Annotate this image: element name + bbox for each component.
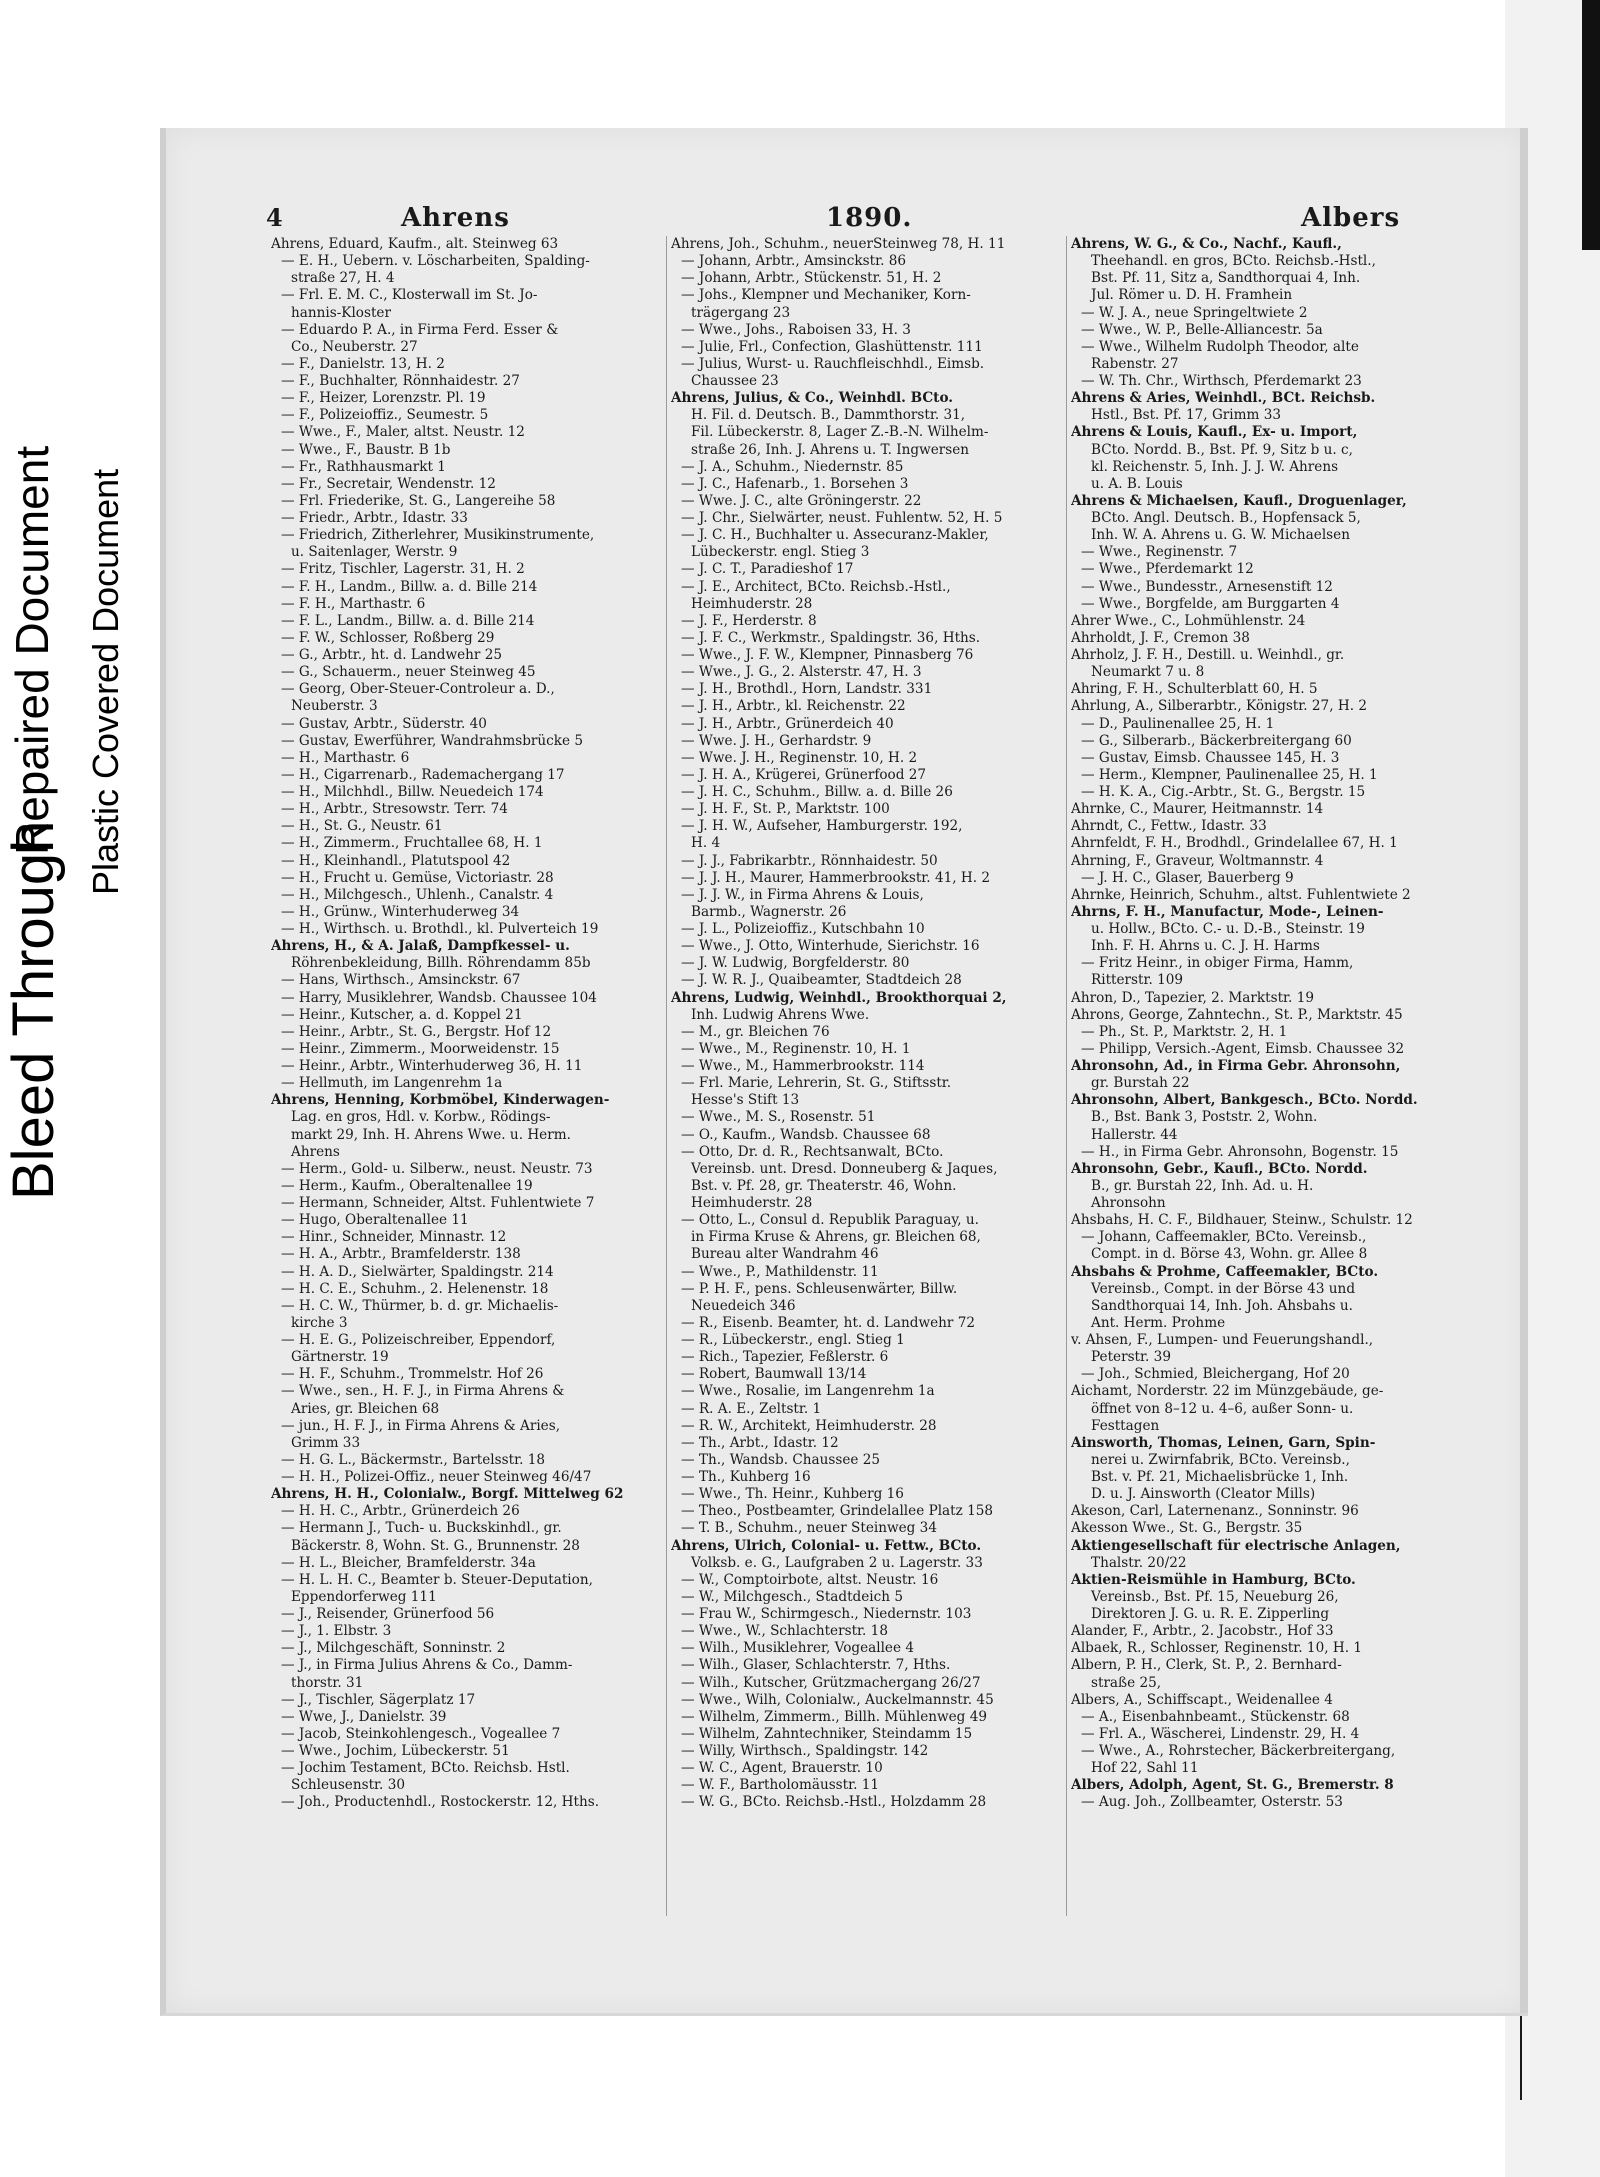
directory-entry-line: — Wwe., sen., H. F. J., in Firma Ahrens &	[281, 1383, 565, 1400]
directory-entry-line: Neuedeich 346	[691, 1297, 796, 1314]
directory-entry-line: öffnet von 8–12 u. 4–6, außer Sonn- u.	[1091, 1400, 1354, 1417]
directory-entry-line: — Jochim Testament, BCto. Reichsb. Hstl.	[281, 1760, 570, 1777]
directory-entry-line: Ahrer Wwe., C., Lohmühlenstr. 24	[1071, 612, 1306, 629]
directory-entry-line: — Heinr., Kutscher, a. d. Koppel 21	[281, 1006, 523, 1023]
directory-entry-line: Ahrens & Louis, Kaufl., Ex- u. Import,	[1071, 424, 1358, 441]
directory-entry-line: Neuberstr. 3	[291, 698, 378, 715]
page-number: 4	[266, 203, 283, 232]
directory-entry-line: — P. H. F., pens. Schleusenwärter, Billw.	[681, 1280, 958, 1297]
directory-entry-line: — T. B., Schuhm., neuer Steinweg 34	[681, 1520, 937, 1537]
directory-entry-line: — H., Milchhdl., Billw. Neuedeich 174	[281, 784, 544, 800]
directory-entry-line: Gärtnerstr. 19	[291, 1349, 389, 1366]
directory-entry-line: Ahrens, Ulrich, Colonial- u. Fettw., BCto.	[671, 1537, 982, 1554]
directory-entry-line: Ahrens, Julius, & Co., Weinhdl. BCto.	[671, 390, 954, 407]
directory-entry-line: Inh. F. H. Ahrns u. C. J. H. Harms	[1091, 938, 1320, 955]
directory-entry-line: — Wwe., M., Hammerbrookstr. 114	[681, 1058, 925, 1074]
directory-entry-line: — Wwe. J. H., Gerhardstr. 9	[681, 732, 872, 749]
directory-entry-line: trägergang 23	[691, 304, 791, 321]
directory-entry-line: — Wwe., M. S., Rosenstr. 51	[681, 1109, 876, 1126]
directory-entry-line: — H., Grünw., Winterhuderweg 34	[281, 903, 520, 920]
directory-entry-line: Ahronsohn, Albert, Bankgesch., BCto. Nordd.	[1071, 1092, 1418, 1109]
directory-entry-line: — H., Kleinhandl., Platutspool 42	[281, 852, 511, 869]
directory-entry-line: — W. Th. Chr., Wirthsch, Pferdemarkt 23	[1081, 373, 1362, 389]
directory-entry-line: Ahring, F. H., Schulterblatt 60, H. 5	[1071, 681, 1318, 698]
directory-entry-line: — Frl. E. M. C., Klosterwall im St. Jo-	[281, 287, 538, 304]
directory-entry-line: Ahrholdt, J. F., Cremon 38	[1071, 629, 1250, 646]
directory-entry-line: Ahrnke, Heinrich, Schuhm., altst. Fuhlentwiete 2	[1071, 886, 1411, 903]
directory-entry-line: — W., Comptoirbote, altst. Neustr. 16	[681, 1571, 939, 1588]
directory-entry-line: thorstr. 31	[291, 1674, 364, 1691]
directory-entry-line: Eppendorferweg 111	[291, 1588, 437, 1605]
directory-entry-line: — Frau W., Schirmgesch., Niedernstr. 103	[681, 1606, 972, 1622]
directory-entry-line: — Wwe., P., Mathildenstr. 11	[681, 1263, 879, 1280]
directory-entry-line: — J. H. A., Krügerei, Grünerfood 27	[681, 766, 927, 783]
binding-shadow	[1582, 0, 1600, 250]
directory-entry-line: — Herm., Klempner, Paulinenallee 25, H. 1	[1081, 766, 1378, 783]
directory-entry-line: Chaussee 23	[691, 373, 779, 389]
right-keyword: Albers	[1301, 203, 1401, 233]
plastic-covered-label: Plastic Covered Document	[85, 468, 126, 895]
directory-entry-line: Ahronsohn, Gebr., Kaufl., BCto. Nordd.	[1071, 1160, 1368, 1177]
directory-entry-line: — Eduardo P. A., in Firma Ferd. Esser &	[281, 321, 559, 338]
directory-entry-line: — Heinr., Zimmerm., Moorweidenstr. 15	[281, 1040, 560, 1057]
directory-entry-line: — Wwe., J. Otto, Winterhude, Sierichstr. 16	[681, 938, 980, 955]
directory-entry-line: — Fr., Secretair, Wendenstr. 12	[281, 475, 496, 492]
directory-entry-line: Bureau alter Wandrahm 46	[691, 1246, 879, 1263]
directory-entry-line: Compt. in d. Börse 43, Wohn. gr. Allee 8	[1091, 1246, 1368, 1263]
directory-entry-line: — Georg, Ober-Steuer-Controleur a. D.,	[281, 681, 555, 698]
directory-entry-line: Ahronsohn, Ad., in Firma Gebr. Ahronsohn,	[1071, 1058, 1401, 1074]
directory-entry-line: Bst. v. Pf. 21, Michaelisbrücke 1, Inh.	[1091, 1469, 1349, 1485]
directory-entry-line: — Philipp, Versich.-Agent, Eimsb. Chaussee 32	[1081, 1040, 1405, 1057]
directory-entry-line: — Th., Kuhberg 16	[681, 1469, 811, 1485]
directory-entry-line: Thalstr. 20/22	[1091, 1554, 1187, 1571]
directory-entry-line: straße 26, Inh. J. Ahrens u. T. Ingwersen	[691, 441, 970, 458]
directory-entry-line: — Gustav, Ewerführer, Wandrahmsbrücke 5	[281, 732, 584, 749]
directory-entry-line: Rabenstr. 27	[1091, 355, 1179, 372]
directory-entry-line: — Wwe., Th. Heinr., Kuhberg 16	[681, 1486, 904, 1503]
directory-entry-line: — Theo., Postbeamter, Grindelallee Platz 158	[681, 1503, 994, 1520]
directory-entry-line: Bäckerstr. 8, Wohn. St. G., Brunnenstr. 28	[291, 1537, 580, 1554]
directory-entry-line: Ahrens, H., & A. Jalaß, Dampfkessel- u.	[271, 938, 570, 955]
page-header	[266, 203, 1446, 239]
directory-entry-line: — F. H., Landm., Billw. a. d. Bille 214	[281, 578, 538, 595]
directory-entry-line: Aktien-Reismühle in Hamburg, BCto.	[1071, 1571, 1356, 1588]
directory-entry-line: — W. J. A., neue Springeltwiete 2	[1081, 304, 1308, 321]
directory-entry-line: — H. A. D., Sielwärter, Spaldingstr. 214	[281, 1263, 554, 1280]
directory-entry-line: Aktiengesellschaft für electrische Anlagen,	[1071, 1537, 1401, 1554]
directory-entry-line: — H. A., Arbtr., Bramfelderstr. 138	[281, 1246, 521, 1263]
directory-entry-line: — Wilhelm, Zimmerm., Billh. Mühlenweg 49	[681, 1708, 987, 1725]
directory-entry-line: — Wwe., M., Reginenstr. 10, H. 1	[681, 1040, 911, 1057]
directory-entry-line: — Wwe., F., Baustr. B 1b	[281, 441, 451, 458]
directory-entry-line: Ritterstr. 109	[1091, 972, 1184, 989]
directory-entry-line: — Wwe., Wilh, Colonialw., Auckelmannstr. 45	[681, 1691, 994, 1708]
directory-entry-line: — F. H., Marthastr. 6	[281, 595, 426, 612]
directory-entry-line: Ahrning, F., Graveur, Woltmannstr. 4	[1071, 852, 1324, 869]
directory-entry-line: — W. C., Agent, Brauerstr. 10	[681, 1760, 883, 1777]
directory-entry-line: Albern, P. H., Clerk, St. P., 2. Bernhard-	[1071, 1657, 1342, 1674]
directory-entry-line: — J., Tischler, Sägerplatz 17	[281, 1691, 476, 1708]
directory-entry-line: Festtagen	[1091, 1417, 1160, 1434]
directory-entry-line: — H., in Firma Gebr. Ahronsohn, Bogenstr. 15	[1081, 1143, 1399, 1160]
directory-entry-line: — J. H., Arbtr., Grünerdeich 40	[681, 715, 894, 732]
directory-entry-line: Heimhuderstr. 28	[691, 595, 813, 612]
directory-entry-line: Ahrens, Ludwig, Weinhdl., Brookthorquai 2,	[671, 989, 1007, 1006]
directory-entry-line: Grimm 33	[291, 1434, 361, 1451]
directory-entry-line: Ahrens	[291, 1143, 340, 1160]
directory-entry-line: — Otto, Dr. d. R., Rechtsanwalt, BCto.	[681, 1143, 944, 1160]
directory-entry-line: — Hugo, Oberaltenallee 11	[281, 1212, 469, 1229]
directory-entry-line: — J., Milchgeschäft, Sonninstr. 2	[281, 1640, 506, 1657]
directory-entry-line: — G., Silberarb., Bäckerbreitergang 60	[1081, 732, 1352, 749]
directory-entry-line: Ahrens, Joh., Schuhm., neuerSteinweg 78, H. 11	[671, 236, 1006, 252]
directory-entry-line: — H., Zimmerm., Fruchtallee 68, H. 1	[281, 835, 543, 852]
directory-entry-line: Ahrndt, C., Fettw., Idastr. 33	[1071, 818, 1267, 835]
directory-entry-line: hannis-Kloster	[291, 304, 391, 321]
directory-entry-line: — Hermann J., Tuch- u. Buckskinhdl., gr.	[281, 1520, 562, 1537]
directory-entry-line: straße 27, H. 4	[291, 270, 395, 287]
directory-entry-line: Ahrnfeldt, F. H., Brodhdl., Grindelallee 67, H. 1	[1071, 835, 1398, 852]
directory-entry-line: D. u. J. Ainsworth (Cleator Mills)	[1091, 1486, 1316, 1503]
directory-entry-line: — H., Frucht u. Gemüse, Victoriastr. 28	[281, 869, 554, 886]
directory-entry-line: Aries, gr. Bleichen 68	[291, 1400, 440, 1417]
column-divider	[1066, 236, 1067, 1916]
directory-entry-line: — Wwe. J. C., alte Gröningerstr. 22	[681, 492, 922, 509]
directory-entry-line: Peterstr. 39	[1091, 1349, 1171, 1366]
directory-entry-line: — Wwe., J. G., 2. Alsterstr. 47, H. 3	[681, 664, 922, 681]
directory-entry-line: Ainsworth, Thomas, Leinen, Garn, Spin-	[1071, 1434, 1376, 1451]
directory-entry-line: — Johann, Caffeemakler, BCto. Vereinsb.,	[1081, 1229, 1367, 1246]
directory-entry-line: Ant. Herm. Prohme	[1091, 1314, 1226, 1331]
directory-entry-line: — H., Wirthsch. u. Brothdl., kl. Pulverteich 19	[281, 921, 599, 937]
directory-entry-line: — F., Danielstr. 13, H. 2	[281, 355, 445, 372]
directory-entry-line: — E. H., Uebern. v. Löscharbeiten, Spalding-	[281, 253, 590, 270]
directory-entry-line: Bst. Pf. 11, Sitz a, Sandthorquai 4, Inh.	[1091, 270, 1361, 287]
directory-entry-line: — Wwe, J., Danielstr. 39	[281, 1708, 447, 1725]
directory-entry-line: Volksb. e. G., Laufgraben 2 u. Lagerstr. 33	[691, 1554, 983, 1571]
directory-entry-line: Hesse's Stift 13	[691, 1092, 800, 1109]
directory-entry-line: u. A. B. Louis	[1091, 475, 1183, 492]
directory-entry-line: Neumarkt 7 u. 8	[1091, 664, 1205, 681]
year-heading: 1890.	[826, 203, 913, 233]
directory-entry-line: — Th., Arbt., Idastr. 12	[681, 1434, 839, 1451]
directory-entry-line: Ahrholz, J. F. H., Destill. u. Weinhdl., gr.	[1071, 647, 1345, 663]
directory-entry-line: — Wwe., W., Schlachterstr. 18	[681, 1623, 888, 1640]
directory-entry-line: — J. A., Schuhm., Niedernstr. 85	[681, 458, 904, 475]
directory-entry-line: — Aug. Joh., Zollbeamter, Osterstr. 53	[1081, 1794, 1343, 1811]
directory-entry-line: — J. C., Hafenarb., 1. Borsehen 3	[681, 475, 909, 492]
directory-entry-line: Bst. v. Pf. 28, gr. Theaterstr. 46, Wohn.	[691, 1177, 957, 1194]
directory-entry-line: — Hinr., Schneider, Minnastr. 12	[281, 1229, 507, 1246]
directory-entry-line: — H., Cigarrenarb., Rademachergang 17	[281, 766, 565, 783]
directory-entry-line: Direktoren J. G. u. R. E. Zipperling	[1091, 1606, 1330, 1622]
directory-entry-line: Hof 22, Sahl 11	[1091, 1760, 1199, 1777]
directory-entry-line: — Hans, Wirthsch., Amsinckstr. 67	[281, 972, 521, 989]
directory-entry-line: — H. H., Polizei-Offiz., neuer Steinweg 46/47	[281, 1469, 592, 1485]
directory-entry-line: Ahrns, F. H., Manufactur, Mode-, Leinen-	[1071, 903, 1384, 920]
directory-entry-line: — J. W. Ludwig, Borgfelderstr. 80	[681, 955, 910, 972]
directory-column-3	[1071, 236, 1466, 2036]
directory-entry-line: — Heinr., Arbtr., St. G., Bergstr. Hof 12	[281, 1023, 552, 1040]
directory-entry-line: — Wwe., A., Rohrstecher, Bäckerbreitergang,	[1081, 1743, 1396, 1759]
directory-entry-line: Alander, F., Arbtr., 2. Jacobstr., Hof 33	[1071, 1623, 1334, 1640]
directory-entry-line: — W. F., Bartholomäusstr. 11	[681, 1777, 880, 1794]
directory-entry-line: — H., St. G., Neustr. 61	[281, 818, 443, 835]
directory-entry-line: v. Ahsen, F., Lumpen- und Feuerungshandl.,	[1071, 1332, 1374, 1348]
directory-entry-line: — Joh., Productenhdl., Rostockerstr. 12, Hths.	[281, 1794, 600, 1811]
directory-entry-line: — F. L., Landm., Billw. a. d. Bille 214	[281, 612, 535, 629]
directory-entry-line: — J. C. T., Paradieshof 17	[681, 561, 854, 578]
directory-entry-line: — Wilh., Glaser, Schlachterstr. 7, Hths.	[681, 1657, 951, 1674]
directory-entry-line: — Frl. Marie, Lehrerin, St. G., Stiftsstr.	[681, 1075, 952, 1092]
directory-entry-line: Ahronsohn	[1091, 1195, 1166, 1211]
directory-entry-line: — Frl. Friederike, St. G., Langereihe 58	[281, 492, 556, 509]
directory-entry-line: — H. L. H. C., Beamter b. Steuer-Deputation,	[281, 1571, 593, 1588]
directory-entry-line: Vereinsb., Compt. in der Börse 43 und	[1091, 1280, 1356, 1297]
directory-entry-line: gr. Burstah 22	[1091, 1075, 1190, 1092]
directory-entry-line: — Fritz Heinr., in obiger Firma, Hamm,	[1081, 955, 1354, 972]
page-right-edge	[1520, 128, 1528, 2013]
directory-entry-line: Co., Neuberstr. 27	[291, 338, 418, 355]
directory-entry-line: — A., Eisenbahnbeamt., Stückenstr. 68	[1081, 1708, 1350, 1725]
directory-entry-line: Fil. Lübeckerstr. 8, Lager Z.-B.-N. Wilhelm-	[691, 424, 989, 441]
directory-entry-line: markt 29, Inh. H. Ahrens Wwe. u. Herm.	[291, 1126, 571, 1143]
directory-entry-line: — Wwe., Wilhelm Rudolph Theodor, alte	[1081, 338, 1359, 355]
directory-entry-line: Jul. Römer u. D. H. Framhein	[1091, 287, 1293, 304]
directory-entry-line: Schleusenstr. 30	[291, 1777, 405, 1794]
repaired-document-label: Repaired Document	[6, 445, 58, 855]
directory-entry-line: — H. E. G., Polizeischreiber, Eppendorf,	[281, 1332, 556, 1348]
directory-entry-line: — J. F., Herderstr. 8	[681, 612, 817, 629]
directory-entry-line: — jun., H. F. J., in Firma Ahrens & Aries,	[281, 1417, 561, 1434]
side-labels	[0, 200, 150, 1200]
directory-entry-line: — D., Paulinenallee 25, H. 1	[1081, 715, 1275, 732]
directory-entry-line: — Johann, Arbtr., Amsinckstr. 86	[681, 253, 907, 270]
directory-entry-line: — Wwe., Reginenstr. 7	[1081, 544, 1238, 561]
directory-entry-line: kl. Reichenstr. 5, Inh. J. J. W. Ahrens	[1091, 458, 1339, 475]
directory-entry-line: H. 4	[691, 835, 721, 852]
directory-entry-line: Hallerstr. 44	[1091, 1126, 1178, 1143]
directory-entry-line: — F., Heizer, Lorenzstr. Pl. 19	[281, 390, 486, 407]
directory-entry-line: Albers, A., Schiffscapt., Weidenallee 4	[1071, 1691, 1333, 1708]
directory-entry-line: Ahron, D., Tapezier, 2. Marktstr. 19	[1071, 989, 1314, 1006]
directory-entry-line: — Th., Wandsb. Chaussee 25	[681, 1451, 881, 1468]
directory-entry-line: BCto. Angl. Deutsch. B., Hopfensack 5,	[1091, 510, 1361, 526]
directory-entry-line: — Johann, Arbtr., Stückenstr. 51, H. 2	[681, 270, 942, 287]
directory-entry-line: Ahrons, George, Zahntechn., St. P., Marktstr. 45	[1071, 1006, 1403, 1023]
directory-entry-line: — Wwe., F., Maler, altst. Neustr. 12	[281, 424, 525, 441]
directory-page	[160, 128, 1528, 2016]
directory-entry-line: — Wwe., Bundesstr., Arnesenstift 12	[1081, 578, 1333, 595]
directory-entry-line: u. Hollw., BCto. C.- u. D.-B., Steinstr. 19	[1091, 921, 1365, 937]
directory-entry-line: Ahrens, H. H., Colonialw., Borgf. Mittelweg 62	[271, 1486, 624, 1503]
directory-entry-line: — Wwe., W. P., Belle-Alliancestr. 5a	[1081, 321, 1323, 338]
directory-entry-line: — H., Arbtr., Stresowstr. Terr. 74	[281, 801, 508, 818]
directory-entry-line: Aichamt, Norderstr. 22 im Münzgebäude, ge-	[1071, 1383, 1384, 1400]
directory-column-1	[271, 236, 666, 2036]
directory-entry-line: Röhrenbekleidung, Billh. Röhrendamm 85b	[291, 955, 591, 972]
directory-entry-line: — H. H. C., Arbtr., Grünerdeich 26	[281, 1503, 520, 1520]
directory-entry-line: Heimhuderstr. 28	[691, 1195, 813, 1211]
directory-entry-line: — Friedr., Arbtr., Idastr. 33	[281, 510, 468, 526]
directory-entry-line: — Heinr., Arbtr., Winterhuderweg 36, H. 11	[281, 1058, 583, 1074]
directory-entry-line: — H. C. E., Schuhm., 2. Helenenstr. 18	[281, 1280, 549, 1297]
directory-entry-line: Akesson Wwe., St. G., Bergstr. 35	[1071, 1520, 1303, 1537]
directory-entry-line: — J. J., Fabrikarbtr., Rönnhaidestr. 50	[681, 852, 938, 869]
directory-entry-line: Akeson, Carl, Laternenanz., Sonninstr. 96	[1071, 1503, 1359, 1520]
directory-entry-line: Ahsbahs & Prohme, Caffeemakler, BCto.	[1071, 1263, 1379, 1280]
directory-entry-line: Barmb., Wagnerstr. 26	[691, 903, 847, 920]
directory-entry-line: Hstl., Bst. Pf. 17, Grimm 33	[1091, 407, 1282, 424]
directory-entry-line: — Wwe., Borgfelde, am Burggarten 4	[1081, 595, 1340, 612]
directory-entry-line: — Ph., St. P., Marktstr. 2, H. 1	[1081, 1023, 1288, 1040]
directory-entry-line: — J. H. C., Schuhm., Billw. a. d. Bille 26	[681, 784, 953, 800]
directory-entry-line: — J. H., Arbtr., kl. Reichenstr. 22	[681, 698, 906, 715]
directory-column-2	[671, 236, 1066, 2036]
directory-entry-line: — Gustav, Arbtr., Süderstr. 40	[281, 715, 487, 732]
directory-entry-line: — W. G., BCto. Reichsb.-Hstl., Holzdamm 28	[681, 1794, 987, 1811]
directory-entry-line: — Willy, Wirthsch., Spaldingstr. 142	[681, 1743, 929, 1759]
directory-entry-line: — G., Arbtr., ht. d. Landwehr 25	[281, 647, 503, 663]
bleed-through-label: Bleed Through	[1, 820, 66, 1200]
directory-entry-line: Ahrens, Henning, Korbmöbel, Kinderwagen-	[271, 1092, 610, 1109]
directory-entry-line: B., Bst. Bank 3, Poststr. 2, Wohn.	[1091, 1109, 1318, 1126]
directory-entry-line: — J. E., Architect, BCto. Reichsb.-Hstl.,	[681, 578, 951, 595]
directory-entry-line: BCto. Nordd. B., Bst. Pf. 9, Sitz b u. c,	[1091, 441, 1353, 458]
directory-entry-line: — Robert, Baumwall 13/14	[681, 1366, 867, 1383]
directory-entry-line: — J. H. C., Glaser, Bauerberg 9	[1081, 869, 1294, 886]
directory-entry-line: — M., gr. Bleichen 76	[681, 1023, 830, 1040]
directory-entry-line: — R., Eisenb. Beamter, ht. d. Landwehr 72	[681, 1314, 976, 1331]
column-divider	[666, 236, 667, 1916]
directory-entry-line: — W., Milchgesch., Stadtdeich 5	[681, 1588, 903, 1605]
directory-entry-line: — F., Polizeioffiz., Seumestr. 5	[281, 407, 489, 424]
directory-entry-line: — O., Kaufm., Wandsb. Chaussee 68	[681, 1126, 931, 1143]
left-keyword: Ahrens	[401, 203, 510, 233]
directory-entry-line: — H., Marthastr. 6	[281, 749, 410, 766]
directory-entry-line: — H., Milchgesch., Uhlenh., Canalstr. 4	[281, 886, 554, 903]
directory-entry-line: — R. A. E., Zeltstr. 1	[681, 1400, 822, 1417]
directory-entry-line: — Joh., Schmied, Bleichergang, Hof 20	[1081, 1366, 1350, 1383]
directory-entry-line: — J. H. F., St. P., Marktstr. 100	[681, 801, 890, 818]
directory-entry-line: Ahrens & Aries, Weinhdl., BCt. Reichsb.	[1071, 390, 1376, 407]
directory-entry-line: — H. C. W., Thürmer, b. d. gr. Michaelis-	[281, 1297, 559, 1314]
directory-entry-line: — Rich., Tapezier, Feßlerstr. 6	[681, 1349, 889, 1366]
directory-entry-line: Albers, Adolph, Agent, St. G., Bremerstr. 8	[1071, 1777, 1394, 1794]
directory-entry-line: Ahrnke, C., Maurer, Heitmannstr. 14	[1071, 801, 1324, 818]
directory-entry-line: Ahrens & Michaelsen, Kaufl., Droguenlager,	[1071, 492, 1407, 509]
directory-entry-line: Ahrens, W. G., & Co., Nachf., Kaufl.,	[1071, 236, 1342, 252]
directory-entry-line: straße 25,	[1091, 1674, 1162, 1691]
directory-entry-line: — Harry, Musiklehrer, Wandsb. Chaussee 104	[281, 989, 597, 1006]
directory-entry-line: — Wwe., Johs., Raboisen 33, H. 3	[681, 321, 911, 338]
directory-entry-line: — J. J. W., in Firma Ahrens & Louis,	[681, 886, 924, 903]
directory-entry-line: — Wwe. J. H., Reginenstr. 10, H. 2	[681, 749, 918, 766]
directory-entry-line: Lag. en gros, Hdl. v. Korbw., Rödings-	[291, 1109, 551, 1126]
directory-entry-line: — Julius, Wurst- u. Rauchfleischhdl., Eimsb.	[681, 355, 985, 372]
directory-entry-line: — J. C. H., Buchhalter u. Assecuranz-Makler,	[681, 527, 989, 544]
directory-entry-line: — Wwe., Jochim, Lübeckerstr. 51	[281, 1743, 510, 1759]
directory-entry-line: — J. W. R. J., Quaibeamter, Stadtdeich 28	[681, 972, 962, 989]
directory-entry-line: B., gr. Burstah 22, Inh. Ad. u. H.	[1091, 1177, 1314, 1194]
directory-entry-line: — R., Lübeckerstr., engl. Stieg 1	[681, 1332, 905, 1348]
directory-entry-line: Vereinsb., Bst. Pf. 15, Neueburg 26,	[1091, 1588, 1339, 1605]
directory-entry-line: — Jacob, Steinkohlengesch., Vogeallee 7	[281, 1725, 561, 1742]
directory-entry-line: — Johs., Klempner und Mechaniker, Korn-	[681, 287, 971, 304]
directory-entry-line: Lübeckerstr. engl. Stieg 3	[691, 544, 870, 561]
directory-entry-line: — Fr., Rathhausmarkt 1	[281, 458, 446, 475]
directory-entry-line: — Wwe., J. F. W., Klempner, Pinnasberg 76	[681, 647, 974, 663]
directory-entry-line: — Friedrich, Zitherlehrer, Musikinstrumente,	[281, 527, 595, 544]
directory-entry-line: kirche 3	[291, 1314, 348, 1331]
directory-entry-line: Albaek, R., Schlosser, Reginenstr. 10, H. 1	[1071, 1640, 1363, 1657]
directory-entry-line: — G., Schauerm., neuer Steinweg 45	[281, 664, 536, 681]
directory-entry-line: in Firma Kruse & Ahrens, gr. Bleichen 68,	[691, 1229, 981, 1246]
directory-entry-line: — Fritz, Tischler, Lagerstr. 31, H. 2	[281, 561, 525, 578]
directory-entry-line: — J., Reisender, Grünerfood 56	[281, 1606, 495, 1622]
directory-entry-line: — J. H. W., Aufseher, Hamburgerstr. 192,	[681, 818, 963, 835]
directory-entry-line: — F. W., Schlosser, Roßberg 29	[281, 629, 495, 646]
directory-entry-line: — Hellmuth, im Langenrehm 1a	[281, 1075, 503, 1092]
directory-entry-line: — Wwe., Pferdemarkt 12	[1081, 561, 1254, 578]
directory-entry-line: — Wilh., Musiklehrer, Vogeallee 4	[681, 1640, 914, 1657]
directory-entry-line: — J., 1. Elbstr. 3	[281, 1623, 392, 1640]
directory-entry-line: Vereinsb. unt. Dresd. Donneuberg & Jaques,	[691, 1160, 998, 1177]
directory-entry-line: — J. J. H., Maurer, Hammerbrookstr. 41, H. 2	[681, 869, 991, 886]
directory-entry-line: — Otto, L., Consul d. Republik Paraguay, u.	[681, 1212, 979, 1229]
directory-entry-line: — J. F. C., Werkmstr., Spaldingstr. 36, Hths.	[681, 629, 981, 646]
directory-entry-line: — Wwe., Rosalie, im Langenrehm 1a	[681, 1383, 935, 1400]
directory-entry-line: Sandthorquai 14, Inh. Joh. Ahsbahs u.	[1091, 1297, 1353, 1314]
directory-entry-line: — H. L., Bleicher, Bramfelderstr. 34a	[281, 1554, 536, 1571]
directory-entry-line: Inh. W. A. Ahrens u. G. W. Michaelsen	[1091, 527, 1350, 544]
directory-entry-line: — J. L., Polizeioffiz., Kutschbahn 10	[681, 921, 925, 937]
directory-entry-line: — Hermann, Schneider, Altst. Fuhlentwiete 7	[281, 1195, 595, 1211]
directory-entry-line: — Gustav, Eimsb. Chaussee 145, H. 3	[1081, 749, 1340, 766]
directory-entry-line: — J. H., Brothdl., Horn, Landstr. 331	[681, 681, 933, 698]
directory-entry-line: nerei u. Zwirnfabrik, BCto. Vereinsb.,	[1091, 1451, 1350, 1468]
directory-entry-line: — H. K. A., Cig.-Arbtr., St. G., Bergstr. 15	[1081, 784, 1366, 800]
directory-entry-line: Theehandl. en gros, BCto. Reichsb.-Hstl.,	[1091, 253, 1376, 270]
directory-entry-line: — J. Chr., Sielwärter, neust. Fuhlentw. 52, H. 5	[681, 510, 1003, 526]
directory-entry-line: u. Saitenlager, Werstr. 9	[291, 544, 458, 561]
directory-entry-line: — F., Buchhalter, Rönnhaidestr. 27	[281, 373, 520, 389]
directory-entry-line: — H. G. L., Bäckermstr., Bartelsstr. 18	[281, 1451, 546, 1468]
directory-entry-line: — Herm., Kaufm., Oberaltenallee 19	[281, 1177, 533, 1194]
directory-entry-line: — Wilh., Kutscher, Grützmachergang 26/27	[681, 1674, 981, 1691]
directory-entry-line: Ahsbahs, H. C. F., Bildhauer, Steinw., Schulstr. 12	[1071, 1212, 1413, 1229]
directory-entry-line: — H. F., Schuhm., Trommelstr. Hof 26	[281, 1366, 544, 1383]
directory-entry-line: Inh. Ludwig Ahrens Wwe.	[691, 1006, 870, 1023]
directory-entry-line: — R. W., Architekt, Heimhuderstr. 28	[681, 1417, 937, 1434]
directory-entry-line: — J., in Firma Julius Ahrens & Co., Damm-	[281, 1657, 573, 1674]
directory-entry-line: H. Fil. d. Deutsch. B., Dammthorstr. 31,	[691, 407, 966, 424]
directory-entry-line: — Frl. A., Wäscherei, Lindenstr. 29, H. 4	[1081, 1725, 1360, 1742]
directory-entry-line: — Julie, Frl., Confection, Glashüttenstr. 111	[681, 338, 983, 355]
directory-entry-line: Ahrlung, A., Silberarbtr., Königstr. 27, H. 2	[1071, 698, 1367, 715]
directory-entry-line: — Wilhelm, Zahntechniker, Steindamm 15	[681, 1725, 973, 1742]
directory-entry-line: Ahrens, Eduard, Kaufm., alt. Steinweg 63	[271, 236, 559, 252]
directory-entry-line: — Herm., Gold- u. Silberw., neust. Neustr. 73	[281, 1160, 593, 1177]
